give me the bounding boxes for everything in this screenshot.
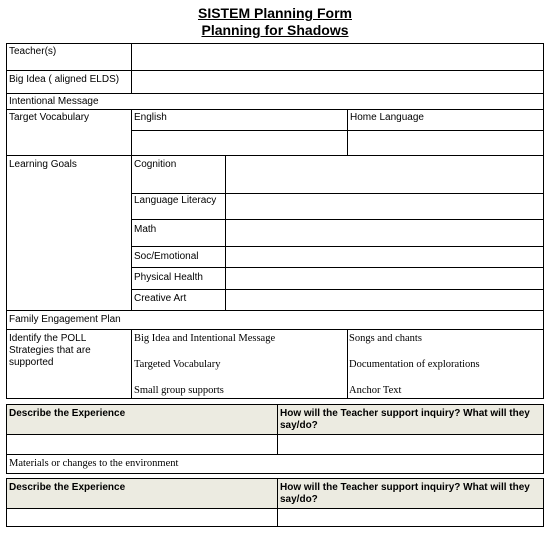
home-language-label: Home Language xyxy=(350,112,424,123)
cognition-label: Cognition xyxy=(134,159,177,170)
describe-experience-header-2: Describe the Experience xyxy=(9,482,126,493)
materials-label: Materials or changes to the environment xyxy=(9,458,179,469)
poll-anchor-label: Anchor Text xyxy=(349,385,402,396)
family-engagement-label: Family Engagement Plan xyxy=(9,314,121,325)
poll-vocab-label: Targeted Vocabulary xyxy=(134,359,221,370)
language-literacy-label: Language Literacy xyxy=(134,195,217,206)
creative-art-label: Creative Art xyxy=(134,293,187,304)
big-idea-label: Big Idea ( aligned ELDS) xyxy=(9,74,120,85)
soc-emotional-label: Soc/Emotional xyxy=(134,251,199,262)
form-subtitle: Planning for Shadows xyxy=(201,22,349,38)
poll-big-idea-label: Big Idea and Intentional Message xyxy=(134,333,276,344)
target-vocabulary-label: Target Vocabulary xyxy=(9,112,90,123)
intentional-message-label: Intentional Message xyxy=(9,96,99,107)
upper-table-border xyxy=(7,44,544,330)
teacher-support-header-2: How will the Teacher support inquiry? What will they say/do? xyxy=(280,482,530,505)
math-label: Math xyxy=(134,224,157,235)
describe-experience-header-1: Describe the Experience xyxy=(9,408,126,419)
poll-small-group-label: Small group supports xyxy=(134,385,224,396)
poll-songs-label: Songs and chants xyxy=(349,333,422,344)
poll-strategies-label: Identify the POLL Strategies that are supported xyxy=(9,333,91,368)
learning-goals-label: Learning Goals xyxy=(9,159,77,170)
english-label: English xyxy=(134,112,167,123)
physical-health-label: Physical Health xyxy=(134,272,203,283)
teacher-support-header-1: How will the Teacher support inquiry? What will they say/do? xyxy=(280,408,530,431)
form-title: SISTEM Planning Form xyxy=(197,5,352,21)
poll-documentation-label: Documentation of explorations xyxy=(349,359,480,370)
teachers-label: Teacher(s) xyxy=(9,46,57,57)
